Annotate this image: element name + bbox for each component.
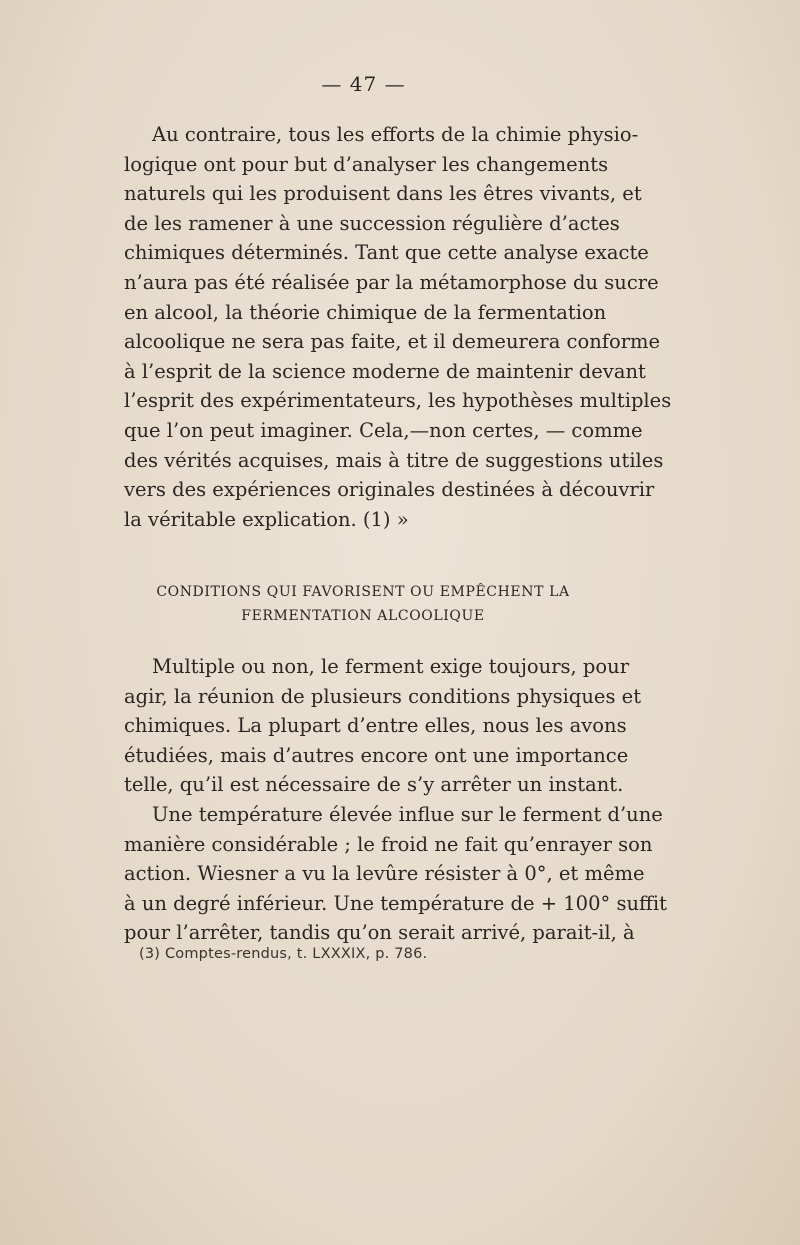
text-line: chimiques. La plupart d’entre elles, nous les avons [124, 714, 627, 738]
text-line: logique ont pour but d’analyser les changements [124, 152, 609, 176]
text-line: la véritable explication. (1) » [124, 507, 409, 531]
text-line: agir, la réunion de plusieurs conditions physiques et [124, 684, 642, 708]
text-line: n’aura pas été réalisée par la métamorphose du sucre [124, 270, 659, 294]
text-line: manière considérable ; le froid ne fait qu’enrayer son [124, 832, 653, 856]
text-line: Une température élevée influe sur le ferment d’une [152, 802, 663, 826]
paragraph-fermentation-theory [124, 120, 672, 534]
text-line: pour l’arrêter, tandis qu’on serait arrivé, parait-il, à [124, 921, 635, 945]
section-heading-line: CONDITIONS QUI FAVORISENT OU EMPÊCHENT LA [156, 584, 570, 600]
text-line: naturels qui les produisent dans les êtres vivants, et [124, 182, 642, 206]
text-line: des vérités acquises, mais à titre de suggestions utiles [124, 448, 664, 472]
paragraph-ferment-conditions [124, 652, 667, 948]
text-line: Multiple ou non, le ferment exige toujours, pour [152, 655, 630, 678]
text-line: telle, qu’il est nécessaire de s’y arrêter un instant. [124, 773, 624, 797]
footnote: (3) Comptes-rendus, t. LXXXIX, p. 786. [139, 946, 428, 962]
section-heading [124, 580, 602, 628]
text-line: en alcool, la théorie chimique de la fermentation [124, 300, 607, 324]
text-line: étudiées, mais d’autres encore ont une importance [124, 743, 629, 767]
text-line: à un degré inférieur. Une température de + 100° suffit [124, 891, 667, 915]
page-number: — 47 — [321, 72, 406, 96]
text-line: vers des expériences originales destinées à découvrir [124, 478, 655, 502]
section-heading-line: FERMENTATION ALCOOLIQUE [241, 608, 485, 624]
text-line: action. Wiesner a vu la levûre résister à 0°, et même [124, 862, 645, 886]
text-line: l’esprit des expérimentateurs, les hypothèses multiples [124, 389, 672, 413]
text-line: alcoolique ne sera pas faite, et il demeurera conforme [124, 330, 661, 354]
text-line: que l’on peut imaginer. Cela,—non certes, — comme [124, 418, 643, 442]
text-line: Au contraire, tous les efforts de la chimie physio- [152, 123, 639, 146]
text-line: de les ramener à une succession régulière d’actes [124, 211, 620, 235]
text-line: chimiques déterminés. Tant que cette analyse exacte [124, 241, 649, 265]
text-line: à l’esprit de la science moderne de maintenir devant [124, 359, 646, 383]
